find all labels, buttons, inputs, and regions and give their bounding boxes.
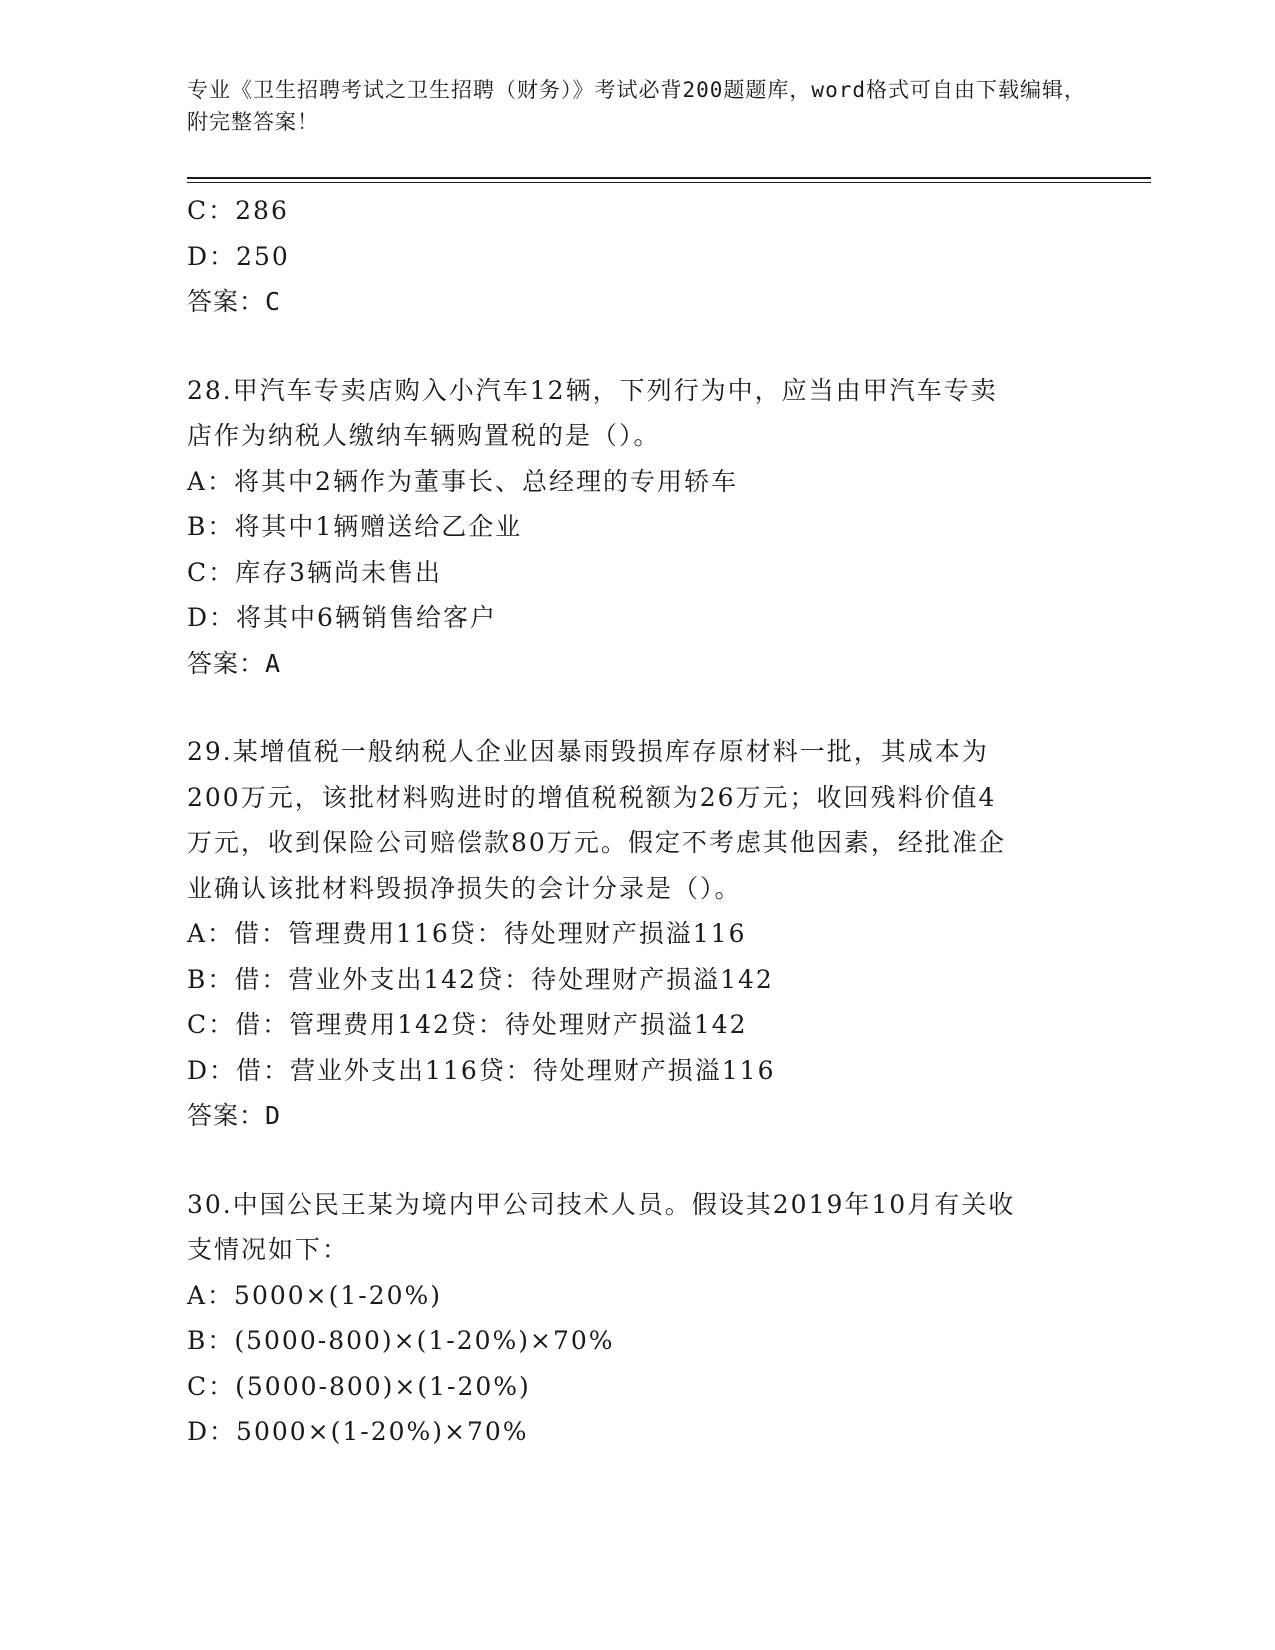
question-continued xyxy=(187,188,1087,325)
question-stem-line: 支情况如下： xyxy=(187,1235,350,1264)
question-30 xyxy=(187,1182,1087,1455)
question-stem-line: 万元，收到保险公司赔偿款80万元。假定不考虑其他因素，经批准企 xyxy=(187,828,1006,857)
option-c: C：(5000-800)×(1-20%) xyxy=(187,1371,531,1401)
question-stem-line: 200万元，该批材料购进时的增值税税额为26万元；收回残料价值4 xyxy=(187,782,997,812)
option-b: B：借：营业外支出142贷：待处理财产损溢142 xyxy=(187,964,774,994)
answer-line: 答案：C xyxy=(187,287,282,316)
option-b: B：(5000-800)×(1-20%)×70% xyxy=(187,1326,615,1355)
answer-line: 答案：A xyxy=(187,648,282,678)
option-c: C：库存3辆尚未售出 xyxy=(187,557,443,587)
question-stem-line: 30.中国公民王某为境内甲公司技术人员。假设其2019年10月有关收 xyxy=(187,1189,1016,1219)
option-d: D：5000×(1-20%)×70% xyxy=(187,1417,529,1446)
option-d: D：借：营业外支出116贷：待处理财产损溢116 xyxy=(187,1055,776,1085)
question-29 xyxy=(187,729,1087,1139)
question-spacer xyxy=(187,1139,1087,1182)
option-a: A：借：管理费用116贷：待处理财产损溢116 xyxy=(187,919,747,948)
question-stem-line: 28.甲汽车专卖店购入小汽车12辆，下列行为中，应当由甲汽车专卖 xyxy=(187,375,998,405)
header-title: 专业《卫生招聘考试之卫生招聘（财务）》考试必背200题题库，word格式可自由下载编辑，附完整答案！ xyxy=(187,78,1086,134)
question-stem-line: 业确认该批材料毁损净损失的会计分录是（）。 xyxy=(187,873,742,903)
question-28 xyxy=(187,368,1087,687)
question-stem-line: 店作为纳税人缴纳车辆购置税的是（）。 xyxy=(187,421,661,450)
option-d: D：250 xyxy=(187,241,290,271)
document-header xyxy=(187,74,1087,138)
option-a: A：5000×(1-20%) xyxy=(187,1280,443,1310)
question-list xyxy=(187,188,1087,1455)
question-spacer xyxy=(187,686,1087,729)
question-spacer xyxy=(187,325,1087,368)
question-stem-line: 29.某增值税一般纳税人企业因暴雨毁损库存原材料一批，其成本为 xyxy=(187,737,989,766)
option-c: C：286 xyxy=(187,196,289,225)
header-divider-thin xyxy=(187,182,1151,183)
header-divider-thick xyxy=(187,177,1151,179)
option-d: D：将其中6辆销售给客户 xyxy=(187,603,497,632)
answer-line: 答案：D xyxy=(187,1101,282,1130)
option-a: A：将其中2辆作为董事长、总经理的专用轿车 xyxy=(187,466,738,496)
option-b: B：将其中1辆赠送给乙企业 xyxy=(187,512,523,541)
option-c: C：借：管理费用142贷：待处理财产损溢142 xyxy=(187,1010,748,1039)
